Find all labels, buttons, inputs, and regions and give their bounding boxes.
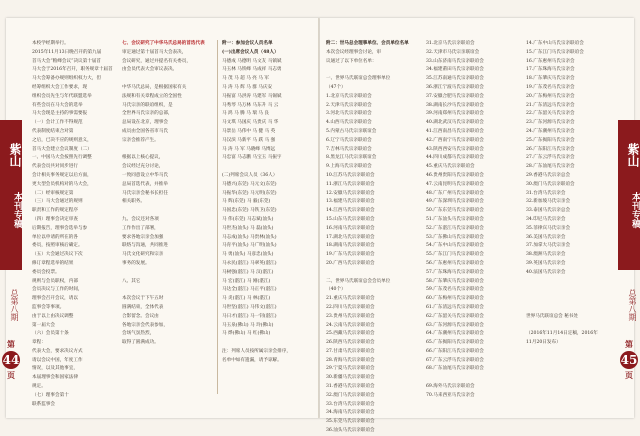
text-line: 26.陕西马氏宗亲联谊会 (326, 340, 375, 346)
text-line: 24.云南马氏宗亲联谊会 (326, 322, 375, 328)
text-line (222, 339, 316, 348)
text-line: 马永民(湛江) 马翠英(湛江) (222, 260, 277, 266)
text-line: 章程： (32, 340, 46, 346)
text-line: 全世界马氏宗亲的总部， (122, 111, 173, 117)
text-line: 58.广东肇庆马氏宗亲联谊会 (426, 278, 484, 284)
text-line: 24.广东潮州马氏宗亲会 (526, 128, 575, 134)
text-line (326, 269, 422, 278)
text-line: 会议研究，通过并提名有关委员， (122, 58, 191, 64)
page-suffix-right: 页 (625, 370, 633, 380)
text-line: 33.泰国马氏宗亲总会 (526, 208, 571, 214)
text-line: 各地宗亲会代表参加， (122, 322, 168, 328)
text-line: 马振富 马洪涛 马建军 马锡斌 (222, 93, 282, 99)
text-line: 总局首选代表，并推举 (122, 181, 168, 187)
text-line: 2.天津马氏宗亲联谊会 (326, 102, 372, 108)
right-page (320, 18, 634, 434)
spine-subtitle-right: 本刊专稿 (630, 192, 640, 228)
text-line: 36.浙江宁波马氏宗亲联谊会 (426, 84, 484, 90)
left-page (6, 18, 320, 418)
left-column-2 (122, 40, 214, 348)
text-line: 59.广东茂名马氏宗亲联谊会 (426, 287, 484, 293)
text-line: 后期报告，理事会选举与参 (32, 225, 88, 231)
text-line: 2015年11月13日晚召开的第九届 (32, 49, 102, 55)
text-line: 40.法国马氏宗亲会 (526, 269, 566, 275)
text-line: 32.天津市马氏宗亲联谊会 (426, 49, 480, 55)
text-line: 9.上海马氏宗亲联谊会 (326, 164, 372, 170)
text-line: 21.重庆马氏宗亲联谊会 (326, 296, 375, 302)
text-line: 由于以上由决议调整 (32, 313, 74, 319)
text-line: 马文琪 马国庆 马贵庆 马 华 (222, 120, 279, 126)
page-number-right: 45 (620, 353, 638, 367)
text-line: 34.印尼马氏宗亲会 (526, 216, 566, 222)
text-line: 45.重庆马氏宗亲联谊会 (426, 164, 475, 170)
text-line: 13.福建马氏宗亲联谊会 (326, 199, 375, 205)
text-line: 马大会筹备办规则组织权力大，但 (32, 76, 101, 82)
text-line: 4.山西马氏宗亲联谊会 (326, 120, 372, 126)
text-line: 马德兴(东莞) 马元文(东莞) (222, 181, 277, 187)
text-line: 圆满结束，全体代表 (122, 304, 164, 310)
text-line: 15.山东马氏宗亲联谊会 (326, 216, 375, 222)
text-line: 首马大会建立会议制度（二） (32, 146, 92, 152)
text-line: 35.江苏南通马氏宗亲联谊会 (426, 76, 484, 82)
text-line: （40个） (326, 287, 346, 293)
text-line: 51.广东汕头马氏宗亲联谊会 (426, 216, 484, 222)
text-line: 首马大会“粮峰会议”决议第十届首 (32, 58, 102, 64)
text-line: 50.广东东莞马氏宗亲联谊会 (426, 208, 484, 214)
text-line: 20.广东梅州马氏宗亲会 (526, 93, 575, 99)
text-line: 64.广东潮州马氏宗亲联谊会 (426, 331, 484, 337)
text-line: 马景岳 马伟中 马 健 马 英 (222, 128, 276, 134)
text-line: 事务的发展。 (122, 260, 150, 266)
text-line: 53.广东佛山马氏宗亲联谊会 (426, 234, 484, 240)
text-line: 名单中如有遗漏，请予谅解。 (222, 357, 282, 363)
text-line: 马 烨(佛山) 马 红(佛山) (222, 331, 271, 337)
text-line (526, 304, 612, 313)
text-line: 第一届大会 (32, 322, 55, 328)
text-line: 14.广东中山马氏宗亲联谊会 (526, 41, 584, 46)
text-line: 二、世界马氏联谊总会会员单位 (326, 278, 391, 284)
text-line: 36.汕头马氏宗亲联谊会 (326, 428, 375, 434)
text-line: 单位以申请的所在的各 (32, 234, 78, 240)
text-line (122, 269, 214, 278)
text-line: 马世坚(湛江) 马伟文(湛江) (222, 304, 277, 310)
text-line: 马 辉(东莞) 马 毅(东莞) (222, 199, 271, 205)
text-line: 代表大会，要求决议方式 (32, 348, 83, 354)
text-line: （47个） (326, 84, 346, 90)
text-line: 3.河北马氏宗亲联谊会 (326, 111, 372, 117)
text-line: 会计相关事务规定以后方面， (32, 172, 92, 178)
text-line: 33.台湾马氏宗亲联谊会 (326, 401, 375, 407)
text-line: 23.广东河源马氏宗亲会 (526, 120, 575, 126)
text-line: 马世杰(汕头) 马 磊(汕头) (222, 225, 274, 231)
text-line: 5.内蒙古马氏宗亲联谊会 (326, 128, 377, 134)
text-line: 请以会议中国，年度工作 (32, 357, 83, 363)
text-line: 61.广东清远马氏宗亲联谊会 (426, 304, 484, 310)
page-suffix-left: 页 (7, 370, 15, 380)
text-line: （四）理事会决定审查 (32, 216, 78, 222)
text-line: （一）会计工作不得规范 (32, 120, 83, 126)
left-column-3 (222, 40, 316, 365)
text-line: 52.广东湛江马氏宗亲联谊会 (426, 225, 484, 231)
text-line: 九、会议还对各项 (122, 216, 159, 222)
text-line: 39.河南郑州马氏宗亲联谊会 (426, 111, 484, 117)
text-line: 46.贵州贵阳马氏宗亲联谊会 (426, 172, 484, 178)
text-line: 32.澳门马氏宗亲联谊会 (326, 392, 375, 398)
text-line: 17.湖北马氏宗亲联谊会 (326, 234, 375, 240)
text-line: 本次会议于下午五时 (122, 296, 164, 302)
text-line: 成员由全国各省市马氏 (122, 128, 168, 134)
text-line: 马秀琴 马万林 马东升 马 云 (222, 102, 279, 108)
right-spine-tab (618, 120, 640, 270)
text-line: 19.广东茂名马氏宗亲会 (526, 84, 575, 90)
text-line: 马大会现是主持的事需要报 (32, 111, 88, 117)
text-line: 65.广东揭阳马氏宗亲联谊会 (426, 340, 484, 346)
left-divider (217, 40, 218, 394)
text-line: 马 涛 马 辉 马 群 马庆安 (222, 84, 273, 90)
right-column-3 (526, 40, 612, 348)
text-line: 马玉泉(佛山) 马 玲(佛山) (222, 322, 274, 328)
text-line: 26.广东阳江马氏宗亲会 (526, 146, 575, 152)
text-line: 根据以上核心提议， (122, 155, 164, 161)
text-line: 37.加拿大马氏宗亲会 (526, 243, 571, 249)
text-line: 57.广东珠海马氏宗亲联谊会 (426, 269, 484, 275)
text-line (526, 322, 612, 331)
text-line: （五）大会通过决议下次 (32, 252, 83, 258)
text-line: 62.广东韶关马氏宗亲联谊会 (426, 313, 484, 319)
text-line: 29.香港马氏宗亲总会 (526, 172, 571, 178)
text-line (426, 374, 522, 383)
text-line: 总局设在北京，理事会 (122, 120, 168, 126)
text-line: 联络与沟通，共同推进 (122, 243, 168, 249)
text-line: 29.宁夏马氏宗亲联谊会 (326, 366, 375, 372)
text-line: 马日才(湛江) 马一钊(湛江) (222, 313, 277, 319)
text-line: 11月20日发布） (526, 340, 561, 346)
text-line: 33.山东济南马氏宗亲联谊会 (426, 58, 484, 64)
text-line: 30.澳门马氏宗亲联谊会 (526, 181, 575, 187)
text-line: 马 宏(湛江) 马 刚(湛江) (222, 278, 271, 284)
text-line: 规定。 (32, 384, 46, 390)
text-line: 合影留念。会议由 (122, 313, 159, 319)
text-line: 31.北京马氏宗亲联谊会 (426, 41, 475, 46)
text-line: 中华马氏总局，是根据国家有关 (122, 84, 187, 90)
text-line: 马忠富 马志鹏 马宝玉 马振宇 (222, 155, 282, 161)
text-line: 马志成(汕头) 马贵林(汕头) (222, 234, 277, 240)
text-line: 22.广东韶关马氏宗亲会 (526, 111, 575, 117)
text-line: 代表制度结束合对第 (32, 128, 74, 134)
text-line: 宗亲会推荐产生。 (122, 137, 159, 143)
text-line: 相关职务。 (122, 199, 145, 205)
text-line: 工作作出了部署， (122, 225, 159, 231)
page-prefix-right: 第 (625, 339, 633, 349)
text-line: 监事会等事项。 (32, 304, 65, 310)
text-line: 会员决议与工作的时间， (32, 287, 83, 293)
text-line: 马国忠(东莞) 马铁卫(东莞) (222, 208, 277, 214)
text-line: 经筹组织大会工作要求，现 (32, 84, 88, 90)
text-line: 马育平(汕头) 马广明(汕头) (222, 243, 277, 249)
text-line: 18.广东肇庆马氏宗亲会 (526, 76, 575, 82)
text-line: 有些会员在马大会的选举 (32, 102, 83, 108)
text-line: 理事会召开会议，请以 (32, 296, 78, 302)
text-line: 情况，以及其他事宜， (32, 366, 78, 372)
text-line: 18.湖南马氏宗亲联谊会 (326, 243, 375, 249)
text-line: 32.新加坡马氏宗亲会 (526, 199, 571, 205)
text-line (526, 295, 612, 304)
text-line: （二）经审核规定第 (32, 190, 74, 196)
right-column-2 (426, 40, 522, 401)
text-line: 委员，按照审核后确定。 (32, 243, 83, 249)
text-line: 42.广西南宁马氏宗亲联谊会 (426, 137, 484, 143)
text-line: 34.福建莆田马氏宗亲联谊会 (426, 67, 484, 73)
text-line: 43.陕西西安马氏宗亲联谊会 (426, 146, 484, 152)
text-line: 63.广东河源马氏宗亲联谊会 (426, 322, 484, 328)
text-line: 12.安徽马氏宗亲联谊会 (326, 190, 375, 196)
text-line: 一、世界马氏联谊总会理事单位 (326, 76, 391, 82)
text-line: 21.广东清远马氏宗亲会 (526, 102, 575, 108)
text-line: 会议经过充分讨论， (122, 164, 164, 170)
section-heading: 七、会议研究了中华马氏总局的首选代表 (122, 41, 205, 46)
text-line: 23.贵州马氏宗亲联谊会 (326, 313, 375, 319)
text-line: 35.东莞马氏宗亲联谊会 (326, 419, 375, 425)
text-line: 修订章程选举的结果 (32, 260, 74, 266)
text-line: 之后，已决不应的规则意义， (32, 137, 92, 143)
spine-subtitle: 本刊专稿 (12, 192, 22, 228)
left-issue-label: 总第八期 (10, 289, 19, 321)
page-number-left: 44 (2, 353, 20, 367)
text-line (526, 286, 612, 295)
text-line: 68.广东汕尾马氏宗亲联谊会 (426, 366, 484, 372)
text-line: 20.广西马氏宗亲联谊会 (326, 260, 375, 266)
text-line: 36.美国马氏宗亲会 (526, 234, 566, 240)
text-line: 会场气氛热烈， (122, 331, 155, 337)
spine-title-right: 紫山 (626, 143, 640, 167)
text-line: 由会员代表大会审议表决。 (122, 67, 178, 73)
text-line: 八、其它 (122, 278, 141, 284)
text-line (326, 66, 422, 75)
spine-title: 紫山 (8, 143, 22, 167)
text-line: (二)列席会议人员（36人） (222, 172, 278, 178)
text-line: 组织会员先生与年代联盟选举 (32, 93, 92, 99)
text-line: 44.四川成都马氏宗亲联谊会 (426, 155, 484, 161)
text-line: 马氏宗亲的联谊组织，是 (122, 102, 173, 108)
text-line: 本次会议经理事会讨论，审 (326, 49, 382, 55)
section-heading: 附一：参加会议人员名单 (222, 41, 273, 46)
text-line: 一致同意设立中华马氏 (122, 172, 168, 178)
text-line: 马 茂 马 超 马 亮 马 军 (222, 76, 269, 82)
text-line: 40.湖北武汉马氏宗亲联谊会 (426, 120, 484, 126)
text-line: 马树强(湛江) 马 汉(湛江) (222, 269, 274, 275)
text-line: 马汉滨 马新平 马 跃 马 强 (222, 137, 276, 143)
text-line: 马 伟(东莞) 马志斌(汕头) (222, 216, 274, 222)
text-line: 职责和工作的规定程序 (32, 208, 78, 214)
left-page-number (2, 340, 20, 380)
text-line: 7.吉林马氏宗亲联谊会 (326, 146, 372, 152)
text-line: 19.广东马氏宗亲联谊会 (326, 252, 375, 258)
text-line: 本校学经期举行。 (32, 41, 69, 46)
right-issue-label: 总第八期 (628, 289, 637, 321)
text-line: 54.广东中山马氏宗亲联谊会 (426, 243, 484, 249)
text-line: 规则与会员职权，内部 (32, 278, 78, 284)
text-line (526, 278, 612, 287)
text-line: 马达全(湛江) 马正平(湛江) (222, 287, 277, 293)
text-line: 31.香港马氏宗亲联谊会 (326, 384, 375, 390)
text-line: 22.四川马氏宗亲联谊会 (326, 304, 375, 310)
text-line: （三）马大会通过的规则 (32, 199, 83, 205)
text-line: 审定通过第十届首马大会表决， (122, 49, 187, 55)
text-line: 38.澳洲马氏宗亲会 (526, 252, 566, 258)
text-line: 34.海南马氏宗亲联谊会 (326, 410, 375, 416)
text-line: 马大会于2016年召开，职务规章十届首 (32, 67, 113, 73)
text-line: 35.菲律宾马氏宗亲会 (526, 225, 571, 231)
text-line: 70.马来西亚马氏宗亲会 (426, 392, 475, 398)
text-line: 30.新疆马氏宗亲联谊会 (326, 375, 375, 381)
text-line: 注：列席人员按所属宗亲会排序， (222, 348, 291, 354)
text-line: 本届理事会和国家法律 (32, 375, 78, 381)
text-line: 联系监事会 (32, 401, 55, 407)
text-line: 16.广东惠州马氏宗亲会 (526, 58, 575, 64)
text-line: 41.江西南昌马氏宗亲联谊会 (426, 128, 484, 134)
text-line: 8.黑龙江马氏宗亲联谊会 (326, 155, 377, 161)
text-line: 议通过了以下单位名单： (326, 58, 377, 64)
text-line: 27.甘肃马氏宗亲联谊会 (326, 348, 375, 354)
text-line: 马 勇(汕头) 马彦忠(汕头) (222, 252, 274, 258)
text-line: 马氏文化研究和宗亲 (122, 252, 164, 258)
text-line: 47.云南昆明马氏宗亲联谊会 (426, 181, 484, 187)
text-line: 要求各地宗亲会加强 (122, 234, 164, 240)
text-line: 10.江苏马氏宗亲联谊会 (326, 172, 375, 178)
text-line: 49.广东深圳马氏宗亲联谊会 (426, 199, 484, 205)
text-line: 更大型会员机构对的马大会， (32, 181, 92, 187)
text-line: 69.海外马氏宗亲联谊会 (426, 384, 475, 390)
text-line: 取得了圆满成功。 (122, 340, 159, 346)
section-heading: (一)出席会议人员（48人） (222, 49, 279, 55)
text-line: 25.广东揭阳马氏宗亲会 (526, 137, 575, 143)
left-column-1 (32, 40, 118, 409)
text-line: 马振华(东莞) 马元明(东莞) (222, 190, 277, 196)
text-line: 55.广东江门马氏宗亲联谊会 (426, 252, 484, 258)
text-line: 27.广东云浮马氏宗亲会 (526, 155, 575, 161)
text-line: 31.台湾马氏宗亲会 (526, 190, 566, 196)
page-prefix-left: 第 (7, 339, 15, 349)
text-line: 马德成 马德明 马文友 马镇斌 (222, 58, 282, 64)
text-line: 25.西藏马氏宗亲联谊会 (326, 331, 375, 337)
text-line: 14.江西马氏宗亲联谊会 (326, 208, 375, 214)
text-line: 马 炎(湛江) 马 林(湛江) (222, 296, 271, 302)
text-line: 37.安徽合肥马氏宗亲联谊会 (426, 93, 484, 99)
text-line: 60.广东梅州马氏宗亲联谊会 (426, 296, 484, 302)
text-line: 6.辽宁马氏宗亲联谊会 (326, 137, 372, 143)
text-line: 马氏宗亲会秘书长担任 (122, 190, 168, 196)
text-line: 法规和有关章程成立的全国性 (122, 93, 182, 99)
text-line: 15.广东江门马氏宗亲联谊会 (526, 49, 584, 55)
text-line: 委员会投票。 (32, 269, 60, 275)
text-line (122, 75, 214, 84)
text-line: 一、中国马大会按照先行调整 (32, 155, 92, 161)
text-line: 马 鸿 马 腾 马 瑞 马 良 (222, 111, 269, 117)
text-line: 67.广东云浮马氏宗亲联谊会 (426, 357, 484, 363)
text-line: 马 涛 马 军 马晓峰 马博远 (222, 146, 276, 152)
text-line: 1.北京马氏宗亲联谊会 (326, 93, 372, 99)
text-line: （六）会员第十条 (32, 331, 69, 337)
text-line: 66.广东阳江马氏宗亲联谊会 (426, 348, 484, 354)
text-line: 代表会员共对同步进行 (32, 164, 78, 170)
text-line: 世界马氏联谊总会 秘书处 (526, 313, 578, 319)
right-page-number (620, 340, 638, 380)
text-line (122, 207, 214, 216)
left-spine-tab (0, 120, 22, 270)
text-line: （七）理事会第十 (32, 392, 69, 398)
right-column-1 (326, 40, 422, 436)
text-line: 28.青海马氏宗亲联谊会 (326, 357, 375, 363)
text-line: 48.广东广州马氏宗亲联谊会 (426, 190, 484, 196)
text-line: 38.湖南长沙马氏宗亲联谊会 (426, 102, 484, 108)
text-line: 28.广东汕尾马氏宗亲会 (526, 164, 575, 170)
text-line (222, 163, 316, 172)
text-line: 39.英国马氏宗亲会 (526, 260, 566, 266)
text-line: （2016年11月14日定稿，2016年 (526, 331, 598, 337)
text-line: 17.广东珠海马氏宗亲会 (526, 67, 575, 73)
text-line: 56.广东惠州马氏宗亲联谊会 (426, 260, 484, 266)
text-line: 16.河南马氏宗亲联谊会 (326, 225, 375, 231)
text-line (122, 286, 214, 295)
text-line: 马玉林 马铁峰 马成祥 马志勇 (222, 67, 282, 73)
section-heading: 附二：世马总会理事单位、会员单位名单 (326, 41, 409, 46)
text-line (122, 146, 214, 155)
text-line: 11.浙江马氏宗亲联谊会 (326, 181, 375, 187)
